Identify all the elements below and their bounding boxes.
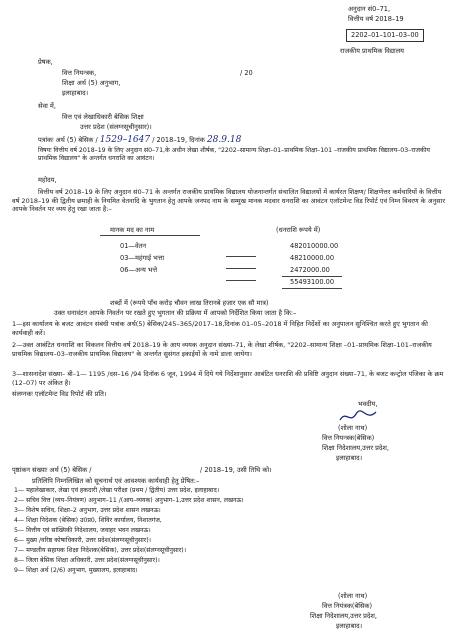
subject-label: विषयः [38, 147, 52, 154]
table-row-name: 01—वेतन [120, 242, 147, 250]
letter-reference [38, 136, 241, 145]
copy-intro: प्रतिलिपि निम्नलिखित को सूचनार्थ एवं आवश्यक कार्यवाही हेतु प्रेषित:– [32, 477, 200, 485]
endorsement-prefix: पृष्ठांकन संख्याः अर्थ (5) बेसिक / [12, 466, 92, 474]
account-head-box: 2202–01–101–03–00 [346, 29, 424, 42]
table-header-rule [100, 235, 200, 236]
salutation: महोदय, [38, 176, 57, 184]
copy-list-item: 2— सचिव वित्त (व्यय–नियंत्रण) अनुभाग–11 /(आय–व्ययक) अनुभाग–1,उत्तर प्रदेश शासन, लखनऊ। [14, 497, 244, 504]
sender-number: / 20 [240, 69, 253, 77]
letter-ref-prefix: पत्रांकः अर्थ (5) बेसिक / [38, 136, 98, 144]
handwritten-letter-number: 1529–1647 [99, 135, 151, 145]
closing-bhavadiya: भवदीय, [358, 400, 378, 408]
recipient-designation: वित्त एवं लेखाधिकारी बेसिक शिक्षा [62, 113, 144, 121]
letter-ref-mid: / 2018–19, दिनांक [152, 136, 205, 144]
signatory-2-office: शिक्षा निदेशालय,उत्तर प्रदेश, [310, 612, 377, 620]
body-paragraph-1: वित्तीय वर्ष 2018–19 के लिए अनुदान सं0–71 के अन्तर्गत राजकीय प्राथमिक विद्यालय योजनान्तर्गत संचालित विद्यालयों में कार्यरत शिक्षण/ शिक्षणेत्तर कर्मचारियों के वित्तीय वर्ष 2018–19 की द्वितीय छमाही के नियमित वेतनादि के भुगतान हेतु आपके जनपद नाम के सम्मुख मानक मदवार धनराशि का आवंटन एलॉटमेन्ट विड रिपोर्ट एवं निम्न विवरण के अनुसार आपके निवर्तन पर व्यय हेतु रखा जाता है:– [12, 188, 445, 214]
sender-label: प्रेषक, [38, 58, 53, 66]
table-row-amount: 2472000.00 [290, 266, 330, 274]
copy-list-item: 3— विशेष सचिव, शिक्षा–2 अनुभाग, उत्तर प्रदेश शासन लखनऊ। [14, 507, 161, 514]
body-paragraph-5: 3—शासनादेश संख्या– बी–1— 1195 /दस–16 /94 दिनॉक 6 जून, 1994 में दिये गये निर्देशानुसार आबंटित धनराशि की प्रविष्टि अनुदान संख्या–71, के बजट कन्ट्रोल पंजिका के क्रम (12–07) पर अंकित है। [12, 370, 444, 387]
handwritten-date: 28.9.18 [206, 135, 242, 145]
signatory-2-city: इलाहाबाद। [336, 622, 363, 630]
table-row-dash [222, 270, 260, 289]
subject-line [38, 147, 450, 164]
signatory-2-designation: वित्त नियंत्रक(बेसिक) [322, 602, 373, 610]
recipient-label: सेवा में, [38, 102, 56, 110]
signatory-designation: वित्त नियन्त्रक(बेसिक) [322, 434, 375, 442]
grant-number: अनुदान सं0–71, [348, 5, 391, 13]
recipient-state: उत्तर प्रदेश (संलग्नसूचीनुसार)। [80, 123, 152, 131]
signatory-2-name: (शोला नाथ) [338, 592, 368, 600]
table-row-amount: 482010000.00 [290, 242, 339, 250]
table-total-underline [282, 288, 342, 289]
table-col-header-name: मानक मद का नाम [110, 226, 155, 234]
amount-in-words: शब्दों में (रूपये पाँच करोड़ चौवन लाख तिरानबे हजार एक सौ मात्र) [110, 299, 269, 307]
sender-section: शिक्षा अर्थ (5) अनुभाग, [62, 79, 121, 87]
copy-list-item: 4— शिक्षा निदेशक (बेसिक) उ0प्र0, शिविर कार्यालय, निशातगंज, [14, 517, 162, 524]
table-total-amount: 55493100.00 [290, 278, 335, 286]
sender-designation: वित्त नियन्त्रक, [62, 69, 97, 77]
financial-year: वित्तीय वर्ष 2018–19 [348, 15, 404, 23]
department-name: राजकीय प्राथमिक विद्यालय [340, 47, 405, 55]
copy-list-item: 1— महालेखाकार, लेखा एवं हकदारी /लेखा परीक्षा (प्रथम / द्वितीय) उत्तर प्रदेश, इलाहाबाद। [14, 487, 220, 494]
signatory-office: शिक्षा निदेशालय,उत्तर प्रदेश, [322, 444, 389, 452]
body-paragraph-3: 1—इस कार्यालय के बजट आवंटन संबंधी पत्रांक अर्थ(5) बेसिक/245–365/2017–18,दिनांक 01–05–2018 में निहित निर्देशों का अनुपालन सुनिश्चित करते हुए भुगतान की कार्यवाही करें। [12, 320, 428, 337]
endorsement-suffix: / 2018–19, उसी तिथि को। [200, 466, 272, 474]
table-total-rule [282, 276, 342, 277]
table-row-name: 06—अन्य भत्ते [120, 266, 158, 274]
signatory-city: इलाहाबाद। [336, 454, 363, 462]
copy-list-item: 9— शिक्षा अर्थ (2/6) अनुभाग, मुख्यालय, इलाहाबाद। [14, 567, 138, 574]
table-row-amount: 48210000.00 [290, 254, 335, 262]
enclosure-line: संलग्नकः एलॉटमेन्ट विड रिपोर्ट की प्रति। [12, 390, 107, 398]
signatory-name: (शोला नाथ) [338, 424, 368, 432]
copy-list-item: 6— मुख्य /वरिष्ठ कोषाधिकारी, उत्तर प्रदेश(संलग्नसूचीनुसार)। [14, 537, 151, 544]
copy-list-item: 8— जिला बेसिक शिक्षा अधिकारी, उत्तर प्रदेश(संलग्नसूचीनुसार)। [14, 557, 160, 564]
subject-text: वित्तीय वर्ष 2018–19 के लिए अनुदान सं0–71,के अधीन लेखा शीर्षक, "2202–सामान्य शिक्षा–01–प्राथमिक शिक्षा–101 –राजकीय प्राथमिक विद्यालय–03–राजकीय प्राथमिक विद्यालय" के अन्तर्गत धनराशि का आवंटन। [38, 147, 430, 163]
table-row-name: 03—महंगाई भत्ता [120, 254, 165, 262]
body-paragraph-2: उक्त धनावंटन आपके निवर्तन पर रखते हुए भुगतान की प्रक्रिया में आपको निर्देशित किया जाता है कि:– [54, 309, 297, 317]
sender-city: इलाहाबाद। [62, 89, 89, 97]
table-col-header-amount: (धनराशि रूपये में) [276, 226, 321, 234]
copy-list-item: 7— मण्डलीय सहायक शिक्षा निदेशक(बेसिक), उत्तर प्रदेश(संलग्नसूचीनुसार)। [14, 547, 187, 554]
copy-list-item: 5— वित्तीय एवं सांख्यिकी निदेशालय, जवाहर भवन लखनऊ। [14, 527, 151, 534]
body-paragraph-4: 2—उक्त आबंटित धनराशि का विकलन वित्तीय वर्ष 2018–19 के आय व्ययक अनुदान संख्या–71, के लेखा शीर्षक, "2202–सामान्य शिक्षा –01–प्राथमिक शिक्षा–101–राजकीय प्राथमिक विद्यालय–03–राजकीय प्राथमिक विद्यालय" के अन्तर्गत सुसंगत इकाईयों के नामे डाला जायेगा। [12, 341, 432, 358]
